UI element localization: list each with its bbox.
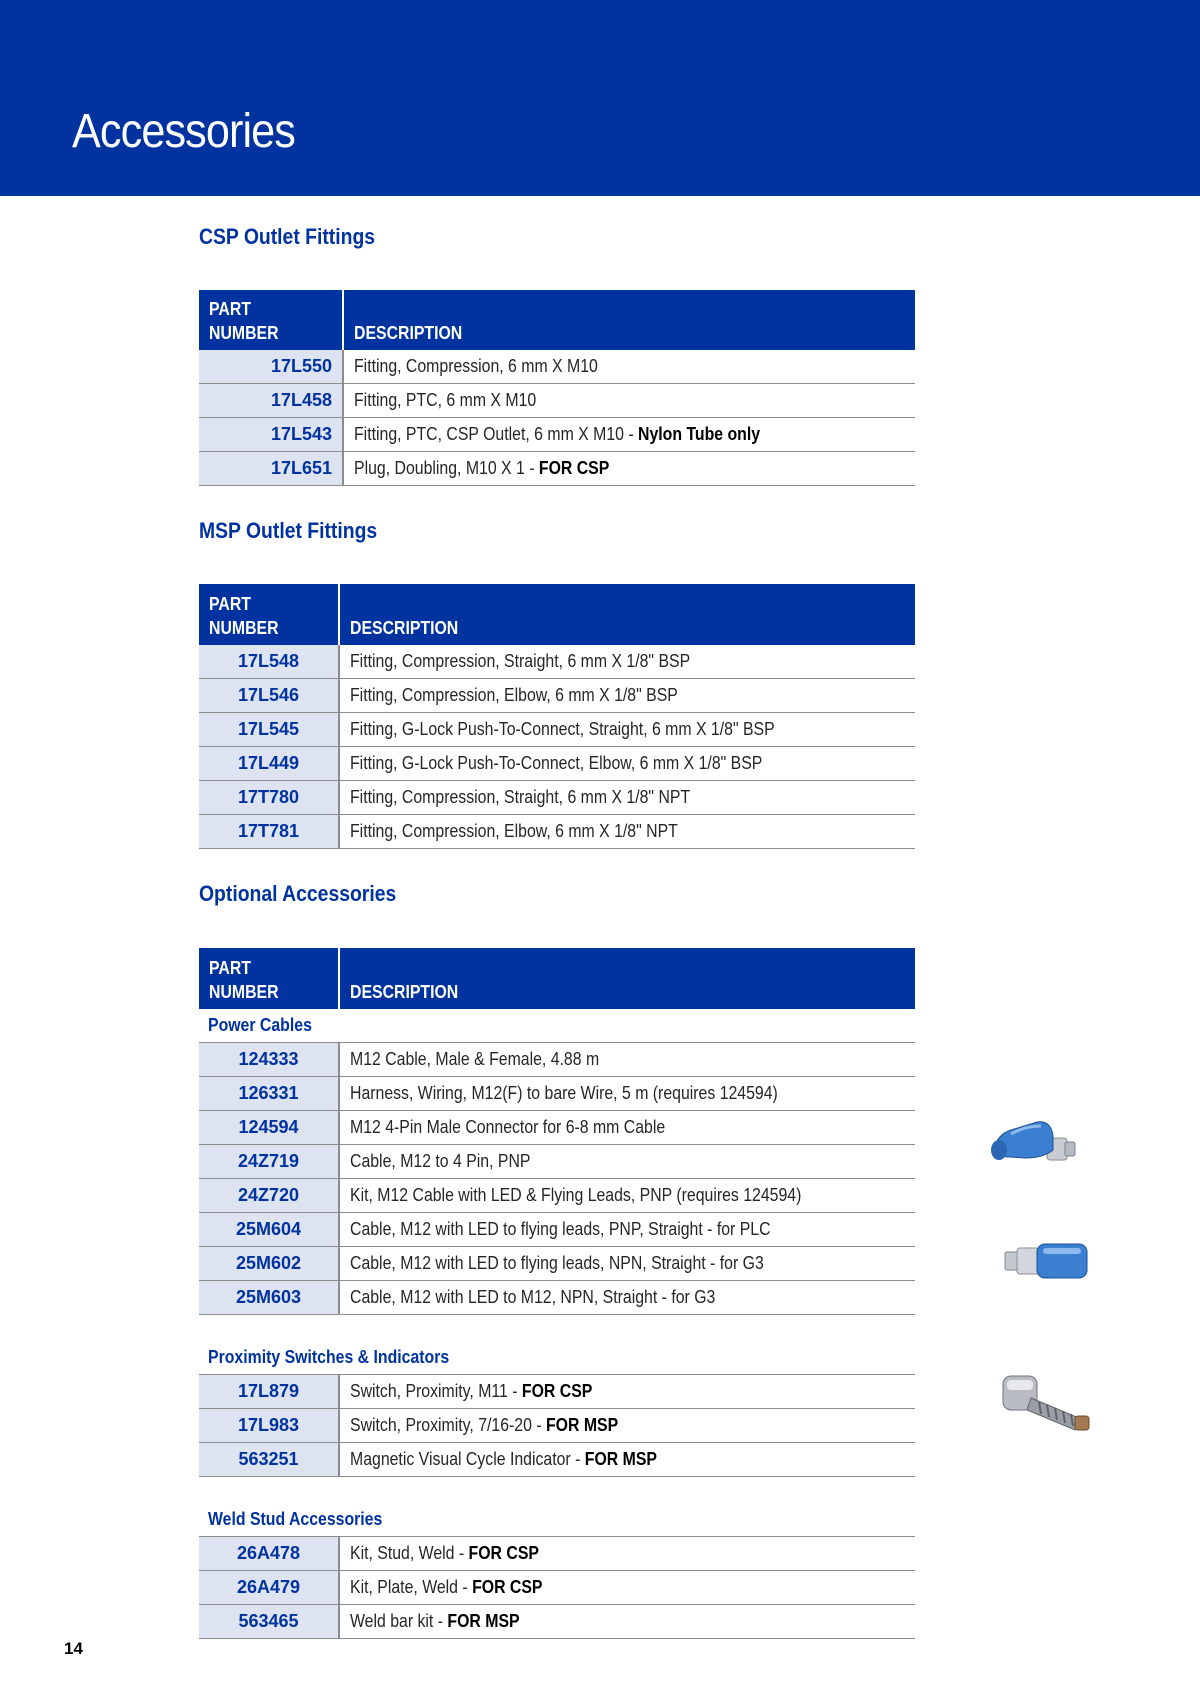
table-row xyxy=(199,1179,915,1213)
straight-fitting-image xyxy=(1003,1238,1091,1284)
description-text: Fitting, PTC, 6 mm X M10 xyxy=(354,390,537,410)
emphasis-text: FOR CSP xyxy=(472,1577,543,1597)
description-cell xyxy=(339,1605,915,1639)
table-row xyxy=(199,452,915,486)
description-cell xyxy=(343,452,915,486)
group-header: Power Cables xyxy=(199,1009,915,1043)
table-row xyxy=(199,1443,915,1477)
table-row xyxy=(199,1571,915,1605)
table-row xyxy=(199,418,915,452)
description-cell xyxy=(339,1179,915,1213)
optional-table xyxy=(199,948,915,1639)
table-row xyxy=(199,679,915,713)
description-cell xyxy=(339,1077,915,1111)
table-row xyxy=(199,1213,915,1247)
emphasis-text: FOR CSP xyxy=(521,1381,593,1401)
part-number-cell: 25M604 xyxy=(199,1213,339,1247)
part-number-cell: 17L983 xyxy=(199,1409,339,1443)
emphasis-text: Nylon Tube only xyxy=(638,424,761,444)
table-row xyxy=(199,1077,915,1111)
table-row xyxy=(199,747,915,781)
group-header-row xyxy=(199,1341,915,1375)
description-text: Fitting, Compression, Elbow, 6 mm X 1/8" BSP xyxy=(350,685,678,705)
part-number-cell: 26A479 xyxy=(199,1571,339,1605)
emphasis-text: FOR CSP xyxy=(468,1543,539,1563)
description-cell xyxy=(339,645,915,679)
description-text: Cable, M12 with LED to flying leads, PNP, Straight - for PLC xyxy=(350,1219,771,1239)
part-number-cell: 24Z720 xyxy=(199,1179,339,1213)
description-text: M12 4-Pin Male Connector for 6-8 mm Cable xyxy=(350,1117,666,1137)
description-cell xyxy=(339,1111,915,1145)
table-row xyxy=(199,1043,915,1077)
part-number-cell: 17L546 xyxy=(199,679,339,713)
table-row xyxy=(199,713,915,747)
part-number-cell: 24Z719 xyxy=(199,1145,339,1179)
description-cell xyxy=(339,1145,915,1179)
description-cell xyxy=(343,418,915,452)
part-number-cell: 563251 xyxy=(199,1443,339,1477)
table-row xyxy=(199,645,915,679)
csp-col-description: DESCRIPTION xyxy=(343,290,915,350)
description-cell xyxy=(339,747,915,781)
table-row xyxy=(199,1605,915,1639)
part-number-cell: 17L879 xyxy=(199,1375,339,1409)
table-row xyxy=(199,1375,915,1409)
description-text: Plug, Doubling, M10 X 1 - xyxy=(354,458,539,478)
emphasis-text: FOR MSP xyxy=(447,1611,520,1631)
description-cell xyxy=(339,815,915,849)
part-number-cell: 17L550 xyxy=(199,350,343,384)
msp-section-title: MSP Outlet Fittings xyxy=(199,518,378,543)
table-row xyxy=(199,815,915,849)
emphasis-text: FOR MSP xyxy=(546,1415,619,1435)
table-row xyxy=(199,781,915,815)
page-number: 14 xyxy=(64,1639,83,1658)
description-cell xyxy=(343,350,915,384)
description-cell xyxy=(339,713,915,747)
table-row xyxy=(199,1247,915,1281)
group-spacer xyxy=(199,1315,915,1342)
group-header-row xyxy=(199,1503,915,1537)
description-text: Kit, Plate, Weld - xyxy=(350,1577,473,1597)
page-title: Accessories xyxy=(72,105,295,158)
description-cell xyxy=(343,384,915,418)
group-spacer xyxy=(199,1477,915,1504)
description-text: Fitting, Compression, Elbow, 6 mm X 1/8" NPT xyxy=(350,821,678,841)
proximity-switch-image xyxy=(997,1368,1097,1440)
part-number-cell: 25M602 xyxy=(199,1247,339,1281)
msp-table xyxy=(199,584,915,849)
description-text: Fitting, Compression, Straight, 6 mm X 1/8" BSP xyxy=(350,651,691,671)
part-number-cell: 563465 xyxy=(199,1605,339,1639)
description-text: Switch, Proximity, 7/16-20 - xyxy=(350,1415,547,1435)
part-number-cell: 124594 xyxy=(199,1111,339,1145)
table-row xyxy=(199,1145,915,1179)
group-header: Weld Stud Accessories xyxy=(199,1503,915,1537)
csp-table xyxy=(199,290,915,486)
header-band xyxy=(0,0,1200,196)
description-text: Cable, M12 with LED to flying leads, NPN, Straight - for G3 xyxy=(350,1253,764,1273)
description-text: Harness, Wiring, M12(F) to bare Wire, 5 m (requires 124594) xyxy=(350,1083,778,1103)
part-number-cell: 17T780 xyxy=(199,781,339,815)
description-cell xyxy=(339,1213,915,1247)
csp-col-part-number: PART NUMBER xyxy=(199,290,343,350)
table-row xyxy=(199,1537,915,1571)
description-text: Weld bar kit - xyxy=(350,1611,448,1631)
table-row xyxy=(199,1281,915,1315)
part-number-cell: 17T781 xyxy=(199,815,339,849)
description-cell xyxy=(339,1043,915,1077)
part-number-cell: 126331 xyxy=(199,1077,339,1111)
description-text: M12 Cable, Male & Female, 4.88 m xyxy=(350,1049,600,1069)
description-cell xyxy=(339,679,915,713)
msp-col-description: DESCRIPTION xyxy=(339,584,915,645)
description-cell xyxy=(339,1443,915,1477)
part-number-cell: 17L548 xyxy=(199,645,339,679)
optional-col-part-number: PART NUMBER xyxy=(199,948,339,1009)
description-text: Fitting, Compression, 6 mm X M10 xyxy=(354,356,598,376)
table-row xyxy=(199,1409,915,1443)
elbow-fitting-image xyxy=(985,1108,1085,1180)
emphasis-text: FOR MSP xyxy=(584,1449,657,1469)
part-number-cell: 26A478 xyxy=(199,1537,339,1571)
description-text: Switch, Proximity, M11 - xyxy=(350,1381,522,1401)
description-cell xyxy=(339,1247,915,1281)
description-cell xyxy=(339,1281,915,1315)
description-text: Kit, Stud, Weld - xyxy=(350,1543,469,1563)
description-cell xyxy=(339,1537,915,1571)
optional-section-title: Optional Accessories xyxy=(199,881,397,906)
table-row xyxy=(199,384,915,418)
description-text: Cable, M12 to 4 Pin, PNP xyxy=(350,1151,531,1171)
csp-section-title: CSP Outlet Fittings xyxy=(199,224,376,249)
table-row xyxy=(199,350,915,384)
part-number-cell: 25M603 xyxy=(199,1281,339,1315)
emphasis-text: FOR CSP xyxy=(538,458,610,478)
msp-col-part-number: PART NUMBER xyxy=(199,584,339,645)
description-text: Kit, M12 Cable with LED & Flying Leads, PNP (requires 124594) xyxy=(350,1185,802,1205)
description-text: Fitting, PTC, CSP Outlet, 6 mm X M10 - xyxy=(354,424,639,444)
table-row xyxy=(199,1111,915,1145)
description-cell xyxy=(339,781,915,815)
part-number-cell: 17L651 xyxy=(199,452,343,486)
group-header-row xyxy=(199,1009,915,1043)
group-header: Proximity Switches & Indicators xyxy=(199,1341,915,1375)
part-number-cell: 17L458 xyxy=(199,384,343,418)
description-cell xyxy=(339,1375,915,1409)
optional-col-description: DESCRIPTION xyxy=(339,948,915,1009)
part-number-cell: 17L449 xyxy=(199,747,339,781)
description-cell xyxy=(339,1571,915,1605)
description-text: Fitting, Compression, Straight, 6 mm X 1/8" NPT xyxy=(350,787,691,807)
description-text: Fitting, G-Lock Push-To-Connect, Elbow, 6 mm X 1/8" BSP xyxy=(350,753,763,773)
description-cell xyxy=(339,1409,915,1443)
description-text: Cable, M12 with LED to M12, NPN, Straight - for G3 xyxy=(350,1287,716,1307)
description-text: Magnetic Visual Cycle Indicator - xyxy=(350,1449,585,1469)
description-text: Fitting, G-Lock Push-To-Connect, Straight, 6 mm X 1/8" BSP xyxy=(350,719,775,739)
part-number-cell: 17L543 xyxy=(199,418,343,452)
part-number-cell: 17L545 xyxy=(199,713,339,747)
part-number-cell: 124333 xyxy=(199,1043,339,1077)
